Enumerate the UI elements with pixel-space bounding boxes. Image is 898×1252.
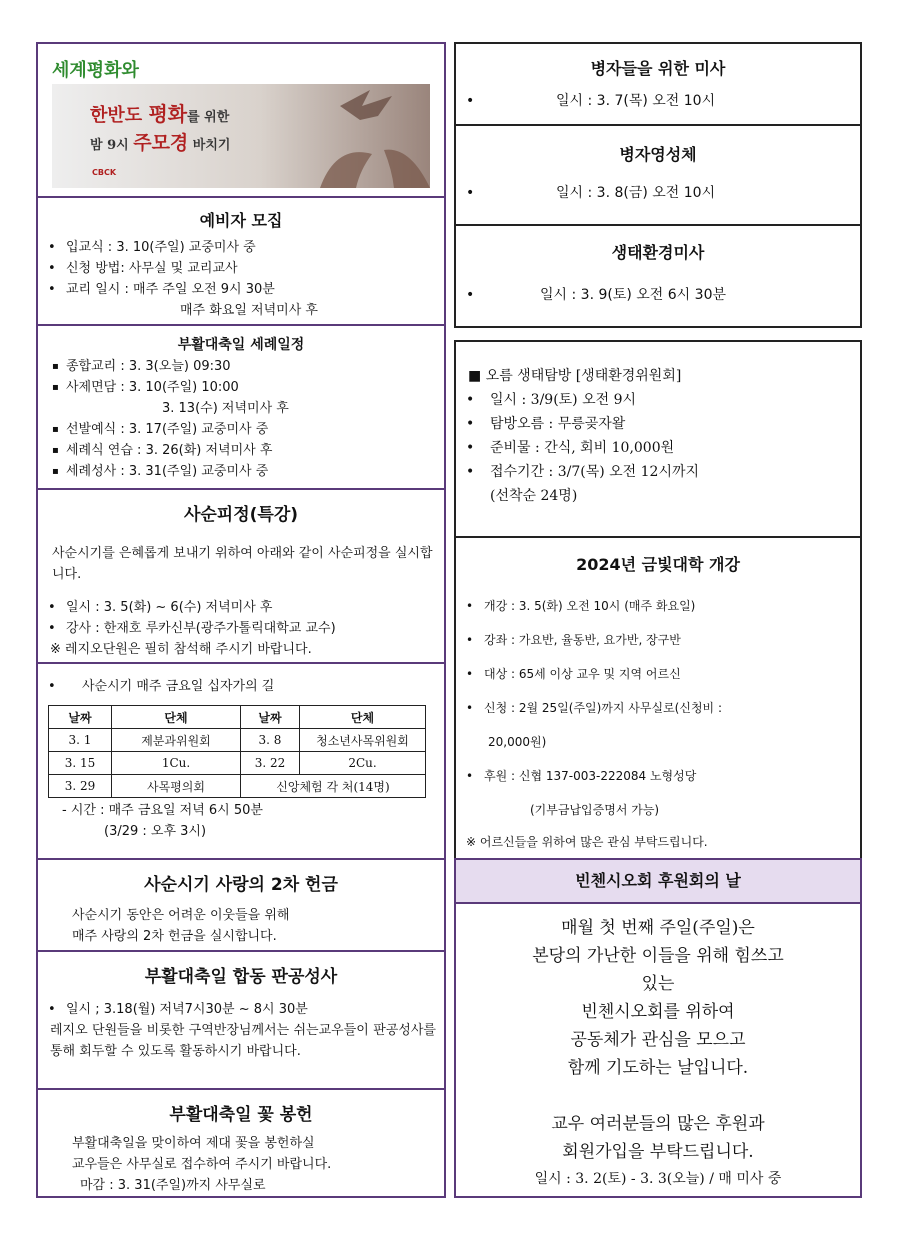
peace-title: 세계평화와 xyxy=(52,60,139,81)
table-header: 날짜 xyxy=(49,706,112,729)
list-item: • 일시 : 3. 8(금) 오전 10시 xyxy=(456,183,860,204)
flowers-line1: 부활대축일을 맞이하여 제대 꽃을 봉헌하실 xyxy=(72,1136,315,1151)
catechumen-box xyxy=(36,196,446,326)
stations-list xyxy=(38,676,444,697)
list-item: • 준비물 : 간식, 회비 10,000원 xyxy=(456,436,860,460)
table-cell: 신앙체험 각 처(14명) xyxy=(241,775,426,798)
baptism-list xyxy=(38,356,444,398)
oreum-extra: (선착순 24명) xyxy=(490,488,578,504)
catechumen-list xyxy=(38,237,444,300)
banner-line2a: 밤 9시 xyxy=(90,138,134,153)
vincent-line: 함께 기도하는 날입니다. xyxy=(567,1058,749,1078)
lent-retreat-title: 사순피정(특강) xyxy=(183,505,299,525)
sick-communion-title: 병자영성체 xyxy=(619,145,697,164)
university-title: 2024년 금빛대학 개강 xyxy=(576,555,740,574)
table-cell: 청소년사목위원회 xyxy=(300,729,426,752)
list-item: • 개강 : 3. 5(화) 오전 10시 (매주 화요일) xyxy=(456,589,860,623)
banner-line1 xyxy=(90,98,229,127)
list-item: • 일시 : 3. 9(토) 오전 6시 30분 xyxy=(456,285,860,306)
catechumen-title: 예비자 모집 xyxy=(199,211,283,230)
list-item: • 대상 : 65세 이상 교우 및 지역 어르신 xyxy=(456,657,860,691)
sick-mass-title: 병자들을 위한 미사 xyxy=(590,59,726,78)
second-collection-title: 사순시기 사랑의 2차 헌금 xyxy=(144,875,338,895)
vincent-title: 빈첸시오회 후원회의 날 xyxy=(575,871,741,890)
eco-mass-title: 생태환경미사 xyxy=(611,243,705,262)
vincent-header xyxy=(456,860,860,904)
oreum-title: ■ 오름 생태탐방 [생태환경위원회] xyxy=(468,368,682,384)
list-item: ▪ 종합교리 : 3. 3(오늘) 09:30 xyxy=(38,356,444,377)
flowers-title: 부활대축일 꽃 봉헌 xyxy=(169,1105,313,1125)
eco-mass-box xyxy=(454,224,862,328)
table-row xyxy=(49,729,426,752)
confession-box xyxy=(36,950,446,1090)
flowers-line3: 마감 : 3. 31(주일)까지 사무실로 xyxy=(80,1178,266,1193)
oreum-list xyxy=(456,388,860,484)
banner-line2 xyxy=(90,128,230,155)
banner-line1b: 평화 xyxy=(148,102,188,126)
table-row xyxy=(49,706,426,729)
stations-time-2: (3/29 : 오후 3시) xyxy=(104,824,207,839)
sick-communion-list xyxy=(456,183,860,204)
vincent-line: 빈첸시오회를 위하여 xyxy=(581,1002,735,1022)
table-cell: 3. 22 xyxy=(241,752,300,775)
vincent-line: 회원가입을 부탁드립니다. xyxy=(562,1142,754,1162)
vincent-box xyxy=(454,858,862,1198)
table-row xyxy=(49,775,426,798)
university-list xyxy=(456,589,860,725)
lent-retreat-desc: 사순시기를 은혜롭게 보내기 위하여 아래와 같이 사순피정을 실시합니다. xyxy=(52,546,433,582)
sick-mass-list xyxy=(456,91,860,112)
table-cell: 3. 1 xyxy=(49,729,112,752)
baptism-box xyxy=(36,324,446,490)
stations-title: • 사순시기 매주 금요일 십자가의 길 xyxy=(38,676,444,697)
university-fee: 20,000원) xyxy=(488,735,547,749)
list-item: ▪ 사제면담 : 3. 10(주일) 10:00 xyxy=(38,377,444,398)
flowers-line2: 교우들은 사무실로 접수하여 주시기 바랍니다. xyxy=(72,1157,332,1172)
second-collection-line2: 매주 사랑의 2차 헌금을 실시합니다. xyxy=(72,929,277,944)
vincent-line: 있는 xyxy=(641,974,675,994)
sick-mass-box xyxy=(454,42,862,126)
list-item: • 신청 방법: 사무실 및 교리교사 xyxy=(38,258,444,279)
list-item: • 일시 : 3. 7(목) 오전 10시 xyxy=(456,91,860,112)
baptism-list-2 xyxy=(38,419,444,482)
oreum-box xyxy=(454,340,862,538)
table-row xyxy=(49,752,426,775)
confession-desc: 레지오 단원들을 비롯한 구역반장님께서는 쉬는교우들이 판공성사를 통해 회두할 수 있도록 활동하시기 바랍니다. xyxy=(50,1023,436,1059)
second-collection-line1: 사순시기 동안은 어려운 이웃들을 위해 xyxy=(72,908,290,923)
table-cell: 제분과위원회 xyxy=(112,729,241,752)
list-item: ▪ 선발예식 : 3. 17(주일) 교중미사 중 xyxy=(38,419,444,440)
list-item: • 후원 : 신협 137-003-222084 노형성당 xyxy=(456,759,860,793)
banner-line1a: 한반도 xyxy=(90,105,149,126)
vincent-line: 교우 여러분들의 많은 후원과 xyxy=(551,1114,765,1134)
vincent-line: 본당의 가난한 이들을 위해 힘쓰고 xyxy=(532,946,784,966)
list-item: • 탐방오름 : 무릉곶자왈 xyxy=(456,412,860,436)
confession-list xyxy=(38,999,444,1020)
list-item: • 일시 : 3/9(토) 오전 9시 xyxy=(456,388,860,412)
list-item: • 교리 일시 : 매주 주일 오전 9시 30분 xyxy=(38,279,444,300)
baptism-indent: 3. 13(수) 저녁미사 후 xyxy=(162,401,289,416)
university-list-2 xyxy=(456,759,860,793)
banner-logo: CBCK xyxy=(92,168,117,177)
university-receipt: (기부금납입증명서 가능) xyxy=(530,803,660,817)
table-cell: 3. 8 xyxy=(241,729,300,752)
lent-retreat-note: ※ 레지오단원은 필히 참석해 주시기 바랍니다. xyxy=(50,642,312,657)
university-box xyxy=(454,536,862,860)
banner-line2c: 바치기 xyxy=(188,138,231,153)
vincent-line: 공동체가 관심을 모으고 xyxy=(570,1030,746,1050)
flowers-box xyxy=(36,1088,446,1198)
vincent-body xyxy=(456,914,860,1166)
vincent-line: 매월 첫 번째 주일(주일)은 xyxy=(561,918,755,938)
baptism-title: 부활대축일 세례일정 xyxy=(177,337,305,353)
sick-communion-box xyxy=(454,124,862,226)
banner-line2b: 주모경 xyxy=(133,132,189,154)
list-item: • 강사 : 한재호 루카신부(광주가톨릭대학교 교수) xyxy=(38,618,444,639)
eco-mass-list xyxy=(456,285,860,306)
banner-line1c: 를 위한 xyxy=(187,110,230,125)
table-cell: 사목평의회 xyxy=(112,775,241,798)
list-item: • 일시 : 3. 5(화) ~ 6(수) 저녁미사 후 xyxy=(38,597,444,618)
second-collection-box xyxy=(36,858,446,952)
table-cell: 3. 15 xyxy=(49,752,112,775)
list-item: • 강좌 : 가요반, 율동반, 요가반, 장구반 xyxy=(456,623,860,657)
list-item: ▪ 세례성사 : 3. 31(주일) 교중미사 중 xyxy=(38,461,444,482)
university-note: ※ 어르신들을 위하여 많은 관심 부탁드립니다. xyxy=(466,835,708,849)
table-cell: 3. 29 xyxy=(49,775,112,798)
list-item: • 신청 : 2월 25일(주일)까지 사무실로(신청비 : xyxy=(456,691,860,725)
list-item: • 일시 ; 3.18(월) 저녁7시30분 ~ 8시 30분 xyxy=(38,999,444,1020)
catechumen-extra: 매주 화요일 저녁미사 후 xyxy=(180,303,318,318)
table-header: 날짜 xyxy=(241,706,300,729)
peace-box xyxy=(36,42,446,198)
list-item: ▪ 세례식 연습 : 3. 26(화) 저녁미사 후 xyxy=(38,440,444,461)
stations-box xyxy=(36,662,446,860)
list-item: • 접수기간 : 3/7(목) 오전 12시까지 xyxy=(456,460,860,484)
dove-hands-icon xyxy=(280,84,430,188)
table-cell: 2Cu. xyxy=(300,752,426,775)
confession-title: 부활대축일 합동 판공성사 xyxy=(144,967,338,987)
prayer-banner xyxy=(52,84,430,188)
table-cell: 1Cu. xyxy=(112,752,241,775)
table-header: 단체 xyxy=(300,706,426,729)
lent-retreat-list xyxy=(38,597,444,639)
vincent-date: 일시 : 3. 2(토) - 3. 3(오늘) / 매 미사 중 xyxy=(534,1171,782,1187)
stations-table xyxy=(48,705,426,798)
list-item: • 입교식 : 3. 10(주일) 교중미사 중 xyxy=(38,237,444,258)
stations-time: - 시간 : 매주 금요일 저녁 6시 50분 xyxy=(62,803,263,818)
table-header: 단체 xyxy=(112,706,241,729)
lent-retreat-box xyxy=(36,488,446,664)
